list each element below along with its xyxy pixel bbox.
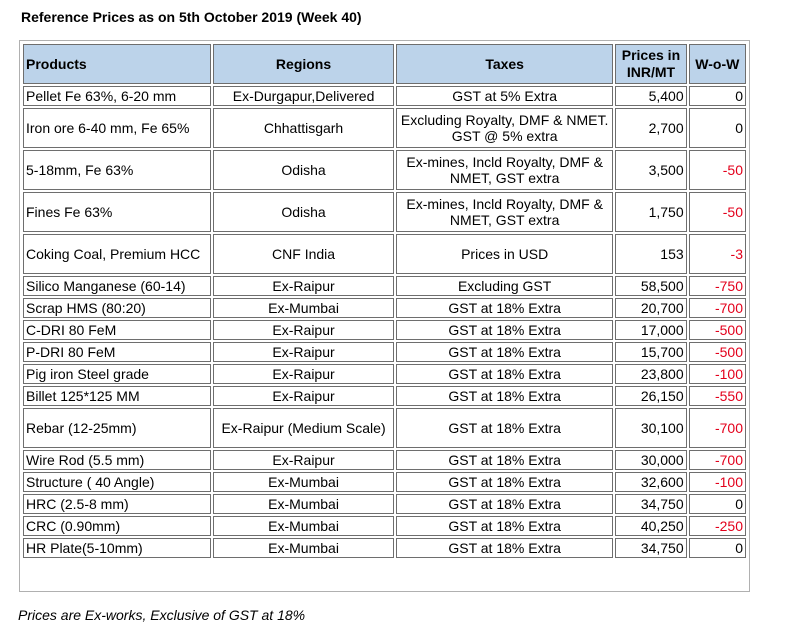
cell-region: Ex-Mumbai: [213, 494, 394, 514]
table-row: [23, 86, 746, 106]
cell-taxes: GST at 18% Extra: [396, 450, 613, 470]
footnote: Prices are Ex-works, Exclusive of GST at 18%: [18, 607, 306, 623]
cell-taxes: GST at 5% Extra: [396, 86, 613, 106]
cell-product: Iron ore 6-40 mm, Fe 65%: [23, 108, 211, 148]
cell-price: 153: [615, 234, 686, 274]
cell-taxes: Excluding GST: [396, 276, 613, 296]
table-row: [23, 192, 746, 232]
cell-product: Silico Manganese (60-14): [23, 276, 211, 296]
table-row: [23, 364, 746, 384]
cell-product: Pig iron Steel grade: [23, 364, 211, 384]
table-row: [23, 108, 746, 148]
table-row: [23, 538, 746, 558]
cell-taxes: GST at 18% Extra: [396, 408, 613, 448]
table-row: [23, 450, 746, 470]
cell-region: Odisha: [213, 192, 394, 232]
cell-wow: -100: [689, 472, 746, 492]
cell-wow: -3: [689, 234, 746, 274]
cell-price: 58,500: [615, 276, 686, 296]
cell-price: 26,150: [615, 386, 686, 406]
table-row: [23, 386, 746, 406]
cell-region: Odisha: [213, 150, 394, 190]
cell-product: C-DRI 80 FeM: [23, 320, 211, 340]
cell-price: 3,500: [615, 150, 686, 190]
cell-taxes: GST at 18% Extra: [396, 342, 613, 362]
cell-price: 2,700: [615, 108, 686, 148]
cell-price: 17,000: [615, 320, 686, 340]
cell-region: Chhattisgarh: [213, 108, 394, 148]
cell-product: CRC (0.90mm): [23, 516, 211, 536]
table-row: [23, 234, 746, 274]
cell-wow: -550: [689, 386, 746, 406]
cell-taxes: GST at 18% Extra: [396, 320, 613, 340]
cell-product: Coking Coal, Premium HCC: [23, 234, 211, 274]
cell-taxes: Excluding Royalty, DMF & NMET. GST @ 5% extra: [396, 108, 613, 148]
cell-product: Scrap HMS (80:20): [23, 298, 211, 318]
cell-taxes: GST at 18% Extra: [396, 472, 613, 492]
table-header-row: [23, 44, 746, 84]
header-wow: W-o-W: [689, 44, 746, 84]
cell-wow: -700: [689, 408, 746, 448]
page-title: Reference Prices as on 5th October 2019 (Week 40): [21, 9, 362, 25]
cell-region: Ex-Mumbai: [213, 298, 394, 318]
cell-price: 23,800: [615, 364, 686, 384]
cell-product: Pellet Fe 63%, 6-20 mm: [23, 86, 211, 106]
cell-price: 34,750: [615, 538, 686, 558]
cell-region: Ex-Raipur: [213, 320, 394, 340]
cell-taxes: Prices in USD: [396, 234, 613, 274]
cell-taxes: GST at 18% Extra: [396, 516, 613, 536]
header-taxes: Taxes: [396, 44, 613, 84]
table-row: [23, 150, 746, 190]
cell-taxes: GST at 18% Extra: [396, 386, 613, 406]
cell-taxes: GST at 18% Extra: [396, 494, 613, 514]
cell-wow: 0: [689, 86, 746, 106]
cell-region: Ex-Raipur: [213, 386, 394, 406]
cell-product: Wire Rod (5.5 mm): [23, 450, 211, 470]
cell-product: HR Plate(5-10mm): [23, 538, 211, 558]
cell-price: 30,000: [615, 450, 686, 470]
cell-region: Ex-Mumbai: [213, 538, 394, 558]
cell-product: Fines Fe 63%: [23, 192, 211, 232]
table-row: [23, 298, 746, 318]
header-regions: Regions: [213, 44, 394, 84]
cell-wow: -100: [689, 364, 746, 384]
cell-wow: -500: [689, 320, 746, 340]
cell-region: Ex-Raipur: [213, 364, 394, 384]
table-row: [23, 320, 746, 340]
cell-price: 1,750: [615, 192, 686, 232]
cell-wow: -700: [689, 450, 746, 470]
cell-price: 40,250: [615, 516, 686, 536]
cell-taxes: Ex-mines, Incld Royalty, DMF & NMET, GST extra: [396, 150, 613, 190]
cell-wow: 0: [689, 494, 746, 514]
table-body: [23, 86, 746, 558]
cell-price: 30,100: [615, 408, 686, 448]
cell-wow: -500: [689, 342, 746, 362]
header-products: Products: [23, 44, 211, 84]
cell-wow: -250: [689, 516, 746, 536]
cell-product: Rebar (12-25mm): [23, 408, 211, 448]
table-row: [23, 516, 746, 536]
cell-price: 5,400: [615, 86, 686, 106]
cell-price: 32,600: [615, 472, 686, 492]
cell-region: Ex-Raipur: [213, 450, 394, 470]
cell-product: 5-18mm, Fe 63%: [23, 150, 211, 190]
cell-region: Ex-Raipur: [213, 342, 394, 362]
cell-price: 20,700: [615, 298, 686, 318]
table-row: [23, 472, 746, 492]
cell-wow: 0: [689, 108, 746, 148]
cell-taxes: GST at 18% Extra: [396, 364, 613, 384]
cell-wow: 0: [689, 538, 746, 558]
cell-taxes: GST at 18% Extra: [396, 538, 613, 558]
cell-product: Billet 125*125 MM: [23, 386, 211, 406]
cell-region: Ex-Raipur: [213, 276, 394, 296]
cell-wow: -50: [689, 150, 746, 190]
cell-product: Structure ( 40 Angle): [23, 472, 211, 492]
cell-region: Ex-Mumbai: [213, 516, 394, 536]
table-row: [23, 342, 746, 362]
cell-region: CNF India: [213, 234, 394, 274]
table-row: [23, 408, 746, 448]
cell-region: Ex-Durgapur,Delivered: [213, 86, 394, 106]
cell-product: P-DRI 80 FeM: [23, 342, 211, 362]
cell-price: 15,700: [615, 342, 686, 362]
cell-price: 34,750: [615, 494, 686, 514]
cell-wow: -700: [689, 298, 746, 318]
cell-wow: -50: [689, 192, 746, 232]
cell-wow: -750: [689, 276, 746, 296]
cell-taxes: Ex-mines, Incld Royalty, DMF & NMET, GST extra: [396, 192, 613, 232]
cell-region: Ex-Raipur (Medium Scale): [213, 408, 394, 448]
cell-region: Ex-Mumbai: [213, 472, 394, 492]
cell-product: HRC (2.5-8 mm): [23, 494, 211, 514]
price-table: [21, 42, 748, 560]
table-row: [23, 276, 746, 296]
cell-taxes: GST at 18% Extra: [396, 298, 613, 318]
table-row: [23, 494, 746, 514]
header-prices: Prices in INR/MT: [615, 44, 686, 84]
